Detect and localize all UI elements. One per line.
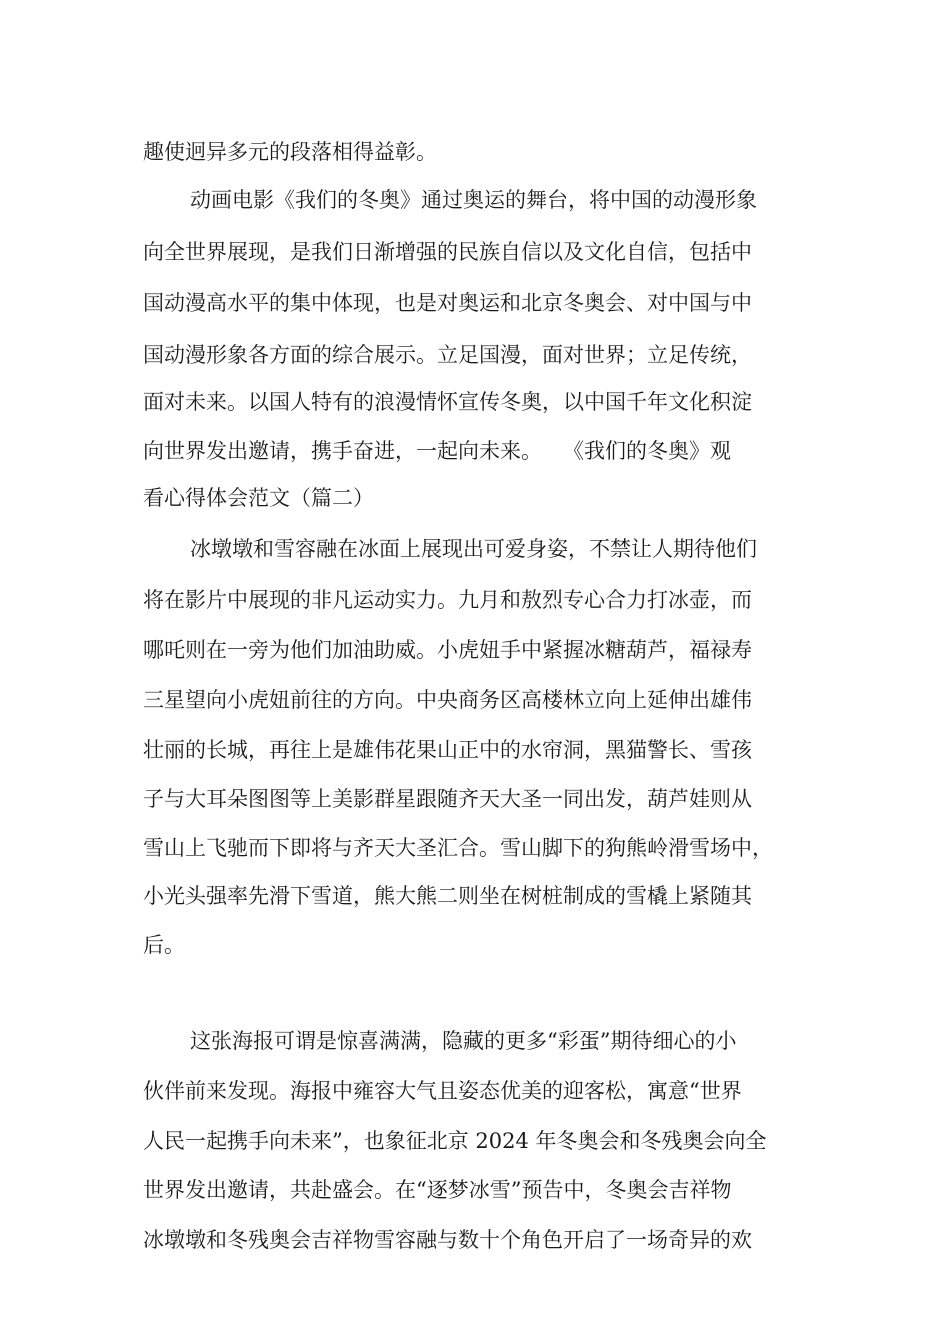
section-heading: 看心得体会范文（篇二） <box>143 486 374 510</box>
text-line: 将在影片中展现的非凡运动实力。九月和敖烈专心合力打冰壶，而 <box>143 588 752 612</box>
paragraph-first-line: 冰墩墩和雪容融在冰面上展现出可爱身姿，不禁让人期待他们 <box>190 537 757 561</box>
text-line: 雪山上飞驰而下即将与齐天大圣汇合。雪山脚下的狗熊岭滑雪场中， <box>143 836 773 860</box>
text-line: 伙伴前来发现。海报中雍容大气且姿态优美的迎客松，寓意“世界 <box>143 1079 742 1103</box>
text-line: 国动漫高水平的集中体现，也是对奥运和北京冬奥会、对中国与中 <box>143 291 752 315</box>
text-line: 子与大耳朵图图等上美影群星跟随齐天大圣一同出发，葫芦娃则从 <box>143 787 752 811</box>
text-line: 国动漫形象各方面的综合展示。立足国漫，面对世界；立足传统， <box>143 343 752 367</box>
text-line: 小光头强率先滑下雪道，熊大熊二则坐在树桩制成的雪橇上紧随其 <box>143 884 752 908</box>
text-line: 冰墩墩和冬残奥会吉祥物雪容融与数十个角色开启了一场奇异的欢 <box>143 1228 752 1252</box>
paragraph-first-line: 这张海报可谓是惊喜满满，隐藏的更多“彩蛋”期待细心的小 <box>190 1029 737 1053</box>
text-line: 后。 <box>143 933 185 957</box>
text-line: 人民一起携手向未来”，也象征北京 2024 年冬奥会和冬残奥会向全 <box>143 1129 767 1153</box>
text-line: 哪吒则在一旁为他们加油助威。小虎妞手中紧握冰糖葫芦，福禄寿 <box>143 638 752 662</box>
text-line: 壮丽的长城，再往上是雄伟花果山正中的水帘洞，黑猫警长、雪孩 <box>143 738 752 762</box>
paragraph-first-line: 动画电影《我们的冬奥》通过奥运的舞台，将中国的动漫形象 <box>190 188 757 212</box>
text-line: 趣使迥异多元的段落相得益彰。 <box>143 140 437 164</box>
text-line: 向全世界展现，是我们日渐增强的民族自信以及文化自信，包括中 <box>143 240 752 264</box>
text-line: 向世界发出邀请，携手奋进，一起向未来。 《我们的冬奥》观 <box>143 439 731 463</box>
text-line: 三星望向小虎妞前往的方向。中央商务区高楼林立向上延伸出雄伟 <box>143 688 752 712</box>
text-line: 世界发出邀请，共赴盛会。在“逐梦冰雪”预告中，冬奥会吉祥物 <box>143 1178 732 1202</box>
text-line: 面对未来。以国人特有的浪漫情怀宣传冬奥，以中国千年文化积淀 <box>143 390 752 414</box>
